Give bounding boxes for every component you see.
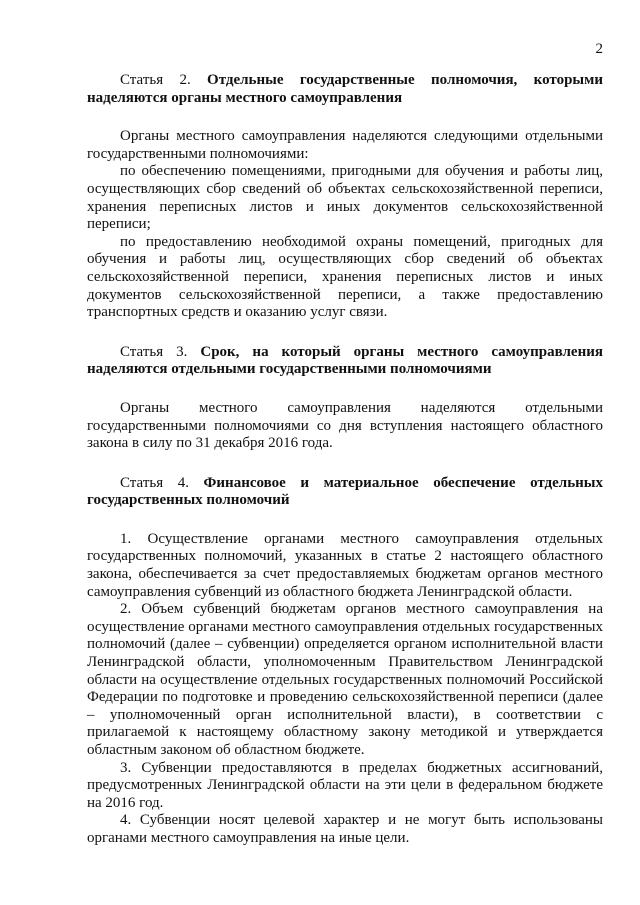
article-2-label: Статья 2. <box>120 72 208 88</box>
article-2-heading <box>87 72 603 107</box>
article-2-paragraph: Органы местного самоуправления наделяются следующими отдельными государственными полномочиями: <box>87 128 603 162</box>
article-4-label: Статья 4. <box>120 474 204 491</box>
article-4-paragraph: 1. Осуществление органами местного самоуправления отдельных государственных полномочий, указанных в статье 2 настоящего областного закона, обеспечивается за счет предоставляемых бюджетам органов местного самоуправления субвенций из областного бюджета Ленинградской области. <box>87 530 603 600</box>
page-number: 2 <box>595 41 603 57</box>
article-4-title: Финансовое и материальное обеспечение отдельных государственных полномочий <box>87 474 603 509</box>
article-4-paragraph: 3. Субвенции предоставляются в пределах бюджетных ассигнований, предусмотренных Ленинградской области на эти цели в федеральном бюджете на 2016 год. <box>87 759 603 811</box>
article-4-paragraph: 2. Объем субвенций бюджетам органов местного самоуправления на осуществление органами местного самоуправления отдельных государственных полномочий (далее – субвенции) определяется органом исполнительной власти Ленинградской области, уполномоченным Правительством Ленинградской области на осуществление отдельных государственных полномочий Российской Федерации по подготовке и проведению сельскохозяйственной переписи (далее – уполномоченный орган исполнительной власти), в соответствии с прилагаемой к настоящему областному закону методикой и утверждается областным законом об областном бюджете. <box>87 601 603 758</box>
article-2-paragraph: по обеспечению помещениями, пригодными для обучения и работы лиц, осуществляющих сбор сведений об объектах сельскохозяйственной переписи, хранения переписных листов и иных документов сельскохозяйственной переписи; <box>87 163 603 233</box>
article-3-paragraph: Органы местного самоуправления наделяются отдельными государственными полномочиями со дня вступления настоящего областного закона в силу по 31 декабря 2016 года. <box>87 399 603 452</box>
document-body <box>87 72 603 848</box>
article-3-heading <box>87 344 603 379</box>
article-4-heading <box>87 475 603 510</box>
article-2-title: Отдельные государственные полномочия, которыми наделяются органы местного самоуправления <box>87 72 603 106</box>
article-4-paragraph: 4. Субвенции носят целевой характер и не могут быть использованы органами местного самоуправления на иные цели. <box>87 812 603 846</box>
article-3-label: Статья 3. <box>120 343 201 360</box>
article-3-title: Срок, на который органы местного самоуправления наделяются отдельными государственными полномочиями <box>87 343 603 378</box>
article-2-paragraph: по предоставлению необходимой охраны помещений, пригодных для обучения и работы лиц, осуществляющих сбор сведений об объектах сельскохозяйственной переписи, хранения переписных листов и иных документов сельскохозяйственной переписи, а также предоставлению транспортных средств и оказанию услуг связи. <box>87 233 603 321</box>
